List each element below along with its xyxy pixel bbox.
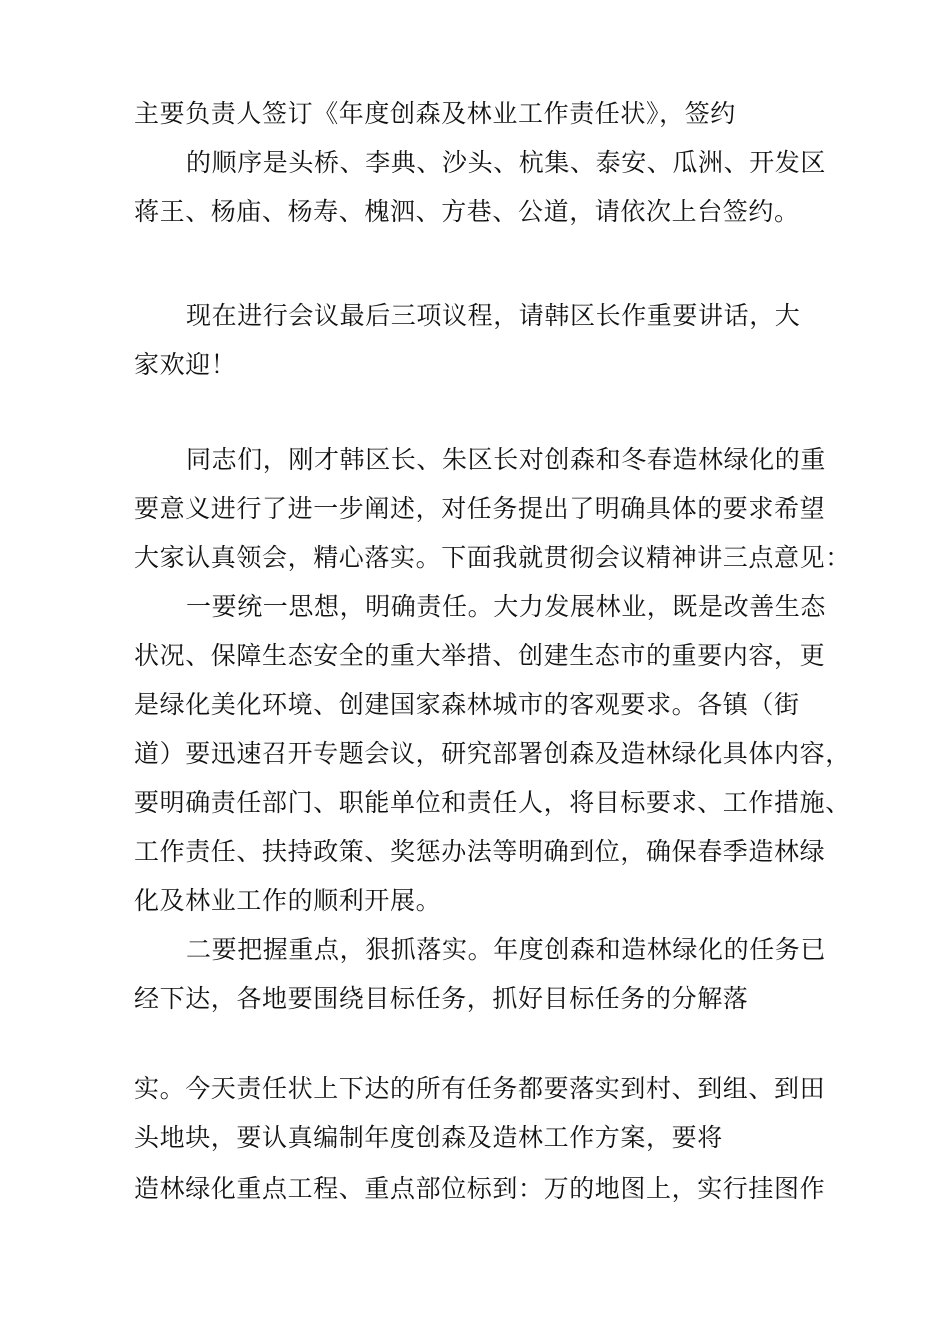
- text-line: 要明确责任部门、职能单位和责任人，将目标要求、工作措施、: [134, 788, 851, 817]
- text-line: 的顺序是头桥、李典、沙头、杭集、泰安、瓜洲、开发区: [186, 148, 827, 177]
- text-line: 实。今天责任状上下达的所有任务都要落实到村、到组、到田: [134, 1074, 826, 1103]
- text-line: 现在进行会议最后三项议程，请韩区长作重要讲话，大: [186, 301, 801, 330]
- text-line: 经下达，各地要围绕目标任务，抓好目标任务的分解落: [134, 984, 749, 1013]
- text-line: 二要把握重点，狠抓落实。年度创森和造林绿化的任务已: [186, 935, 827, 964]
- text-line: 造林绿化重点工程、重点部位标到：万的地图上，实行挂图作: [134, 1174, 826, 1203]
- text-line: 蒋王、杨庙、杨寿、槐泗、方巷、公道，请依次上台签约。: [134, 197, 800, 226]
- text-line: 道）要迅速召开专题会议，研究部署创森及造林绿化具体内容，: [134, 739, 851, 768]
- text-line: 主要负责人签订《年度创森及林业工作责任状》，签约: [134, 99, 736, 128]
- text-line: 头地块，要认真编制年度创森及造林工作方案，要将: [134, 1123, 723, 1152]
- text-line: 同志们，刚才韩区长、朱区长对创森和冬春造林绿化的重: [186, 445, 827, 474]
- text-line: 是绿化美化环境、创建国家森林城市的客观要求。各镇（街: [134, 690, 800, 719]
- text-line: 大家认真领会，精心落实。下面我就贯彻会议精神讲三点意见：: [134, 543, 851, 572]
- text-line: 状况、保障生态安全的重大举措、创建生态市的重要内容，更: [134, 641, 826, 670]
- text-line: 化及林业工作的顺利开展。: [134, 886, 442, 915]
- text-line: 要意义进行了进一步阐述，对任务提出了明确具体的要求希望: [134, 494, 826, 523]
- text-line: 一要统一思想，明确责任。大力发展林业，既是改善生态: [186, 592, 827, 621]
- text-line: 家欢迎！: [134, 350, 237, 379]
- text-line: 工作责任、扶持政策、奖惩办法等明确到位，确保春季造林绿: [134, 837, 826, 866]
